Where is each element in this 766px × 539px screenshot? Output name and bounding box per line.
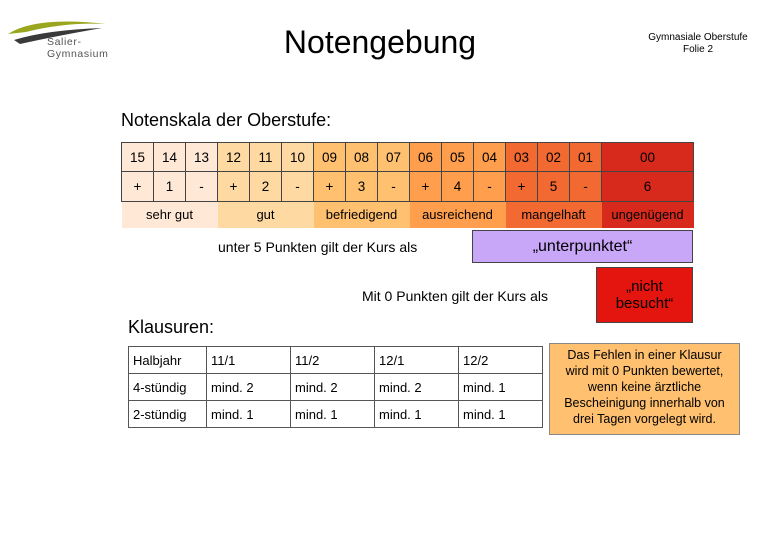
grade-cell: 6 (602, 172, 694, 201)
note-line: Bescheinigung innerhalb von (564, 396, 725, 410)
table-header-cell: 12/2 (459, 347, 543, 374)
table-header-cell: 12/1 (375, 347, 459, 374)
table-header-cell: 11/1 (207, 347, 291, 374)
grade-cell: + (506, 172, 538, 201)
grade-cell: + (122, 172, 154, 201)
exams-heading: Klausuren: (128, 317, 215, 337)
note-line: drei Tagen vorgelegt wird. (573, 412, 716, 426)
grade-cell: + (218, 172, 250, 201)
points-row (122, 143, 694, 172)
grade-word: ausreichend (410, 201, 506, 228)
note-line: wenn keine ärztliche (587, 380, 702, 394)
zero-points-label: Mit 0 Punkten gilt der Kurs als (362, 288, 548, 304)
table-row (129, 374, 543, 401)
note-line: Das Fehlen in einer Klausur (567, 348, 722, 362)
not-attended-box (596, 267, 693, 323)
grade-scale-table (121, 142, 694, 228)
exams-header-row (129, 347, 543, 374)
grade-cell: 4 (442, 172, 474, 201)
points-cell: 12 (218, 143, 250, 172)
underscore-box: „unterpunktet“ (472, 230, 693, 263)
grade-cell: + (410, 172, 442, 201)
not-attended-line2: besucht“ (615, 295, 674, 312)
grade-cell: - (570, 172, 602, 201)
grade-word: gut (218, 201, 314, 228)
points-cell: 09 (314, 143, 346, 172)
grade-word: mangelhaft (506, 201, 602, 228)
points-cell: 14 (154, 143, 186, 172)
scale-heading: Notenskala der Oberstufe: (121, 110, 332, 130)
page-title: Notengebung (283, 24, 477, 60)
not-attended-line1: „nicht (626, 278, 663, 295)
slide-number: Folie 2 (682, 44, 713, 55)
grade-cell: 2 (250, 172, 282, 201)
points-cell: 07 (378, 143, 410, 172)
points-cell: 08 (346, 143, 378, 172)
grade-cell: 5 (538, 172, 570, 201)
school-logo (6, 14, 118, 64)
grade-sign-row (122, 172, 694, 201)
grade-cell: - (378, 172, 410, 201)
logo-line2: Gymnasium (47, 48, 109, 60)
points-cell: 02 (538, 143, 570, 172)
points-cell: 15 (122, 143, 154, 172)
table-cell: mind. 1 (459, 374, 543, 401)
table-cell: mind. 1 (375, 401, 459, 428)
table-cell: mind. 1 (207, 401, 291, 428)
table-header-cell: 11/2 (291, 347, 375, 374)
exams-table (128, 346, 543, 428)
grade-cell: - (474, 172, 506, 201)
grade-cell: - (282, 172, 314, 201)
table-header-cell: Halbjahr (129, 347, 207, 374)
points-cell: 04 (474, 143, 506, 172)
table-cell: mind. 2 (291, 374, 375, 401)
points-cell: 10 (282, 143, 314, 172)
table-cell: mind. 2 (207, 374, 291, 401)
grade-word-row (122, 201, 694, 228)
grade-cell: 3 (346, 172, 378, 201)
table-row (129, 401, 543, 428)
note-line: wird mit 0 Punkten bewertet, (565, 364, 724, 378)
grade-word: befriedigend (314, 201, 410, 228)
table-cell: mind. 1 (459, 401, 543, 428)
points-cell: 00 (602, 143, 694, 172)
logo-line1: Salier- (47, 36, 82, 48)
grade-word: sehr gut (122, 201, 218, 228)
grade-cell: - (186, 172, 218, 201)
underscore-label: unter 5 Punkten gilt der Kurs als (218, 239, 418, 255)
grade-cell: + (314, 172, 346, 201)
table-cell: 2-stündig (129, 401, 207, 428)
points-cell: 05 (442, 143, 474, 172)
table-cell: mind. 1 (291, 401, 375, 428)
table-cell: mind. 2 (375, 374, 459, 401)
absence-note (549, 343, 740, 435)
grade-word: ungenügend (602, 201, 694, 228)
points-cell: 06 (410, 143, 442, 172)
grade-cell: 1 (154, 172, 186, 201)
points-cell: 03 (506, 143, 538, 172)
slide-subtitle: Gymnasiale Oberstufe (648, 32, 748, 43)
points-cell: 11 (250, 143, 282, 172)
points-cell: 01 (570, 143, 602, 172)
points-cell: 13 (186, 143, 218, 172)
slide-info (636, 32, 760, 56)
table-cell: 4-stündig (129, 374, 207, 401)
